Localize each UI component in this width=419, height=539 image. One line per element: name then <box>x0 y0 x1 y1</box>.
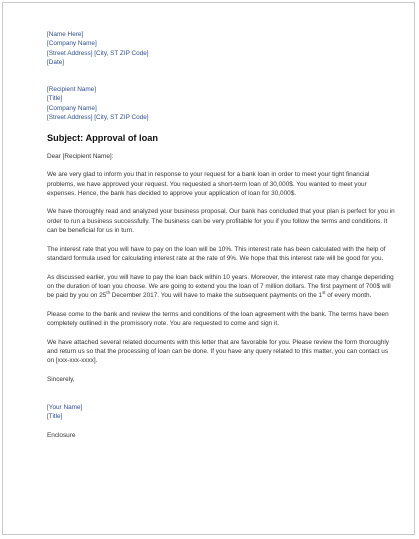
body-paragraph-1: We are very glad to inform you that in response to your request for a bank loan in order to meet your tight financial problems, we have approved your request. You requested a short-term loan of 30,000$. You wanted to meet your expenses. Hence, the bank has decided to approve your application of loan for 30,000$. <box>47 171 370 197</box>
spacer <box>47 122 395 131</box>
letter-page <box>2 2 415 535</box>
sender-address: [Street Address] [City, ST ZIP Code] <box>47 49 149 57</box>
ordinal-suffix-th: th <box>106 290 111 296</box>
enclosure-note: Enclosure <box>47 431 76 439</box>
signature-block <box>47 403 395 422</box>
sender-company: [Company Name] <box>47 40 97 48</box>
body-paragraph-2: We have thoroughly read and analyzed your business proposal. Our bank has concluded that your plan is perfect for you in order to run a business successfully. The business can be very profitable for you if you follow the terms and conditions. It can be beneficial for us in turn. <box>47 208 395 235</box>
closing: Sincerely, <box>47 375 75 383</box>
signature-name: [Your Name] <box>47 403 83 411</box>
body-paragraph-3: The interest rate that you will have to pay on the loan will be 10%. This interest rate has been calculated with the help of standard formula used for calculating interest rate at the rate of 9%. We hope that this interest rate will be good for you. <box>47 245 386 262</box>
paragraph-4-part-2: December 2017. You will have to make the subsequent payments on the 1 <box>110 292 323 300</box>
sender-date: [Date] <box>47 58 65 66</box>
paragraph-4-part-3: of every month. <box>325 292 372 300</box>
recipient-title: [Title] <box>47 95 63 103</box>
spacer <box>47 421 395 430</box>
subject-line: Subject: Approval of loan <box>47 132 158 143</box>
paragraph-4-part-1: As discussed earlier, you will have to pay the loan back within 10 years. Moreover, the interest rate may change depending on the duration of loan you choose. We are going to extend you the loan of 7 million dollars. The first payment of 700$ will be paid by you on 25 <box>47 273 394 300</box>
recipient-block <box>47 85 395 122</box>
salutation: Dear [Recipient Name]: <box>47 152 114 160</box>
spacer <box>47 393 395 402</box>
signature-title: [Title] <box>47 412 63 420</box>
sender-name: [Name Here] <box>47 31 84 38</box>
recipient-name: [Recipient Name] <box>47 86 97 94</box>
body-paragraph-6: We have attached several related documents with this letter that are favorable for you. Please review the form thoroughly and return us so that the processing of loan can be done. If you have any query related to this matter, you can contact us on [xxx-xxx-xxxx]. <box>47 338 389 365</box>
body-paragraph-4 <box>47 273 395 301</box>
spacer <box>47 67 395 85</box>
letter-content <box>47 30 395 440</box>
ordinal-suffix-st: st <box>322 290 326 296</box>
sender-block <box>47 30 395 67</box>
recipient-company: [Company Name] <box>47 104 97 112</box>
recipient-address: [Street Address] [City, ST ZIP Code] <box>47 114 149 122</box>
body-paragraph-5: Please come to the bank and review the terms and conditions of the loan agreement with the bank. The terms have been completely outlined in the promissory note. You are requested to come and sign it. <box>47 310 389 328</box>
